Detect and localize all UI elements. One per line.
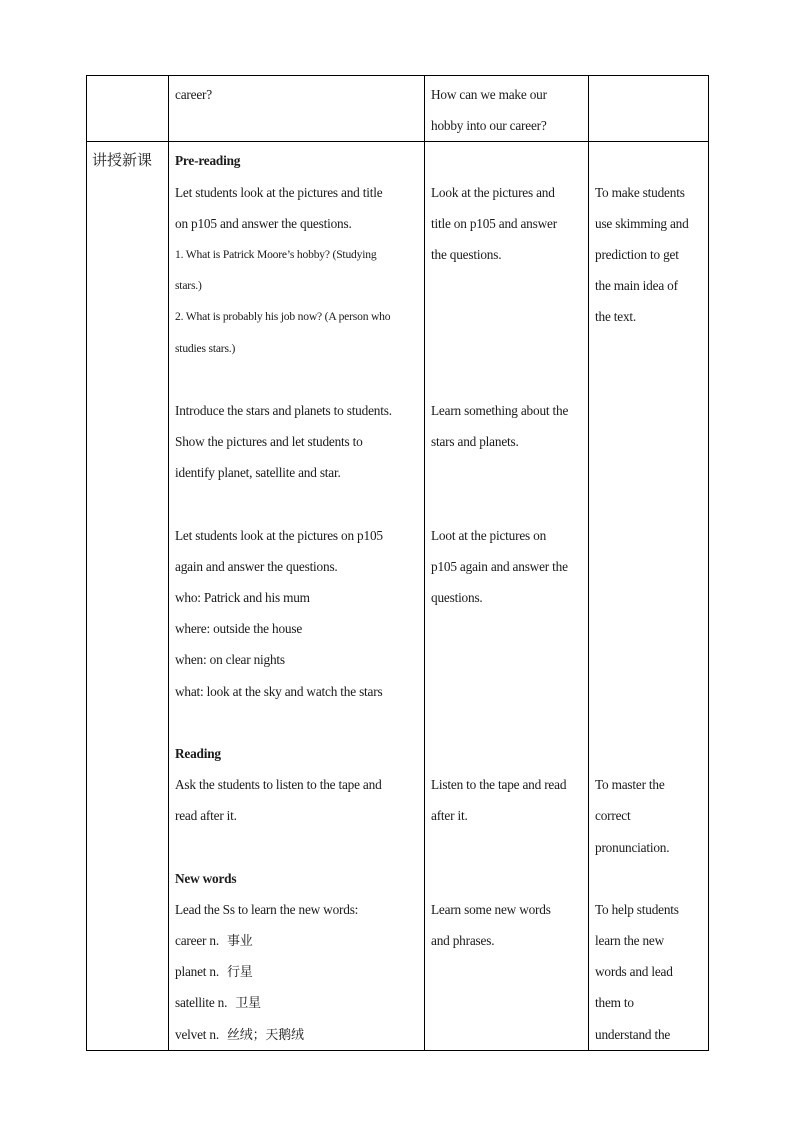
student-activity-line <box>431 707 581 738</box>
teacher-activity-line: what: look at the sky and watch the stars <box>175 683 383 699</box>
purpose-line <box>595 145 701 176</box>
section-heading: Pre-reading <box>175 153 241 169</box>
vocabulary-meaning: 丝绒；天鹅绒 <box>227 1027 304 1043</box>
purpose-line <box>595 582 701 613</box>
purpose-line <box>595 707 701 738</box>
student-activity-cell <box>425 142 589 1050</box>
student-activity-line: p105 again and answer the <box>431 558 568 574</box>
teacher-activity-line: Let students look at the pictures on p105 <box>175 527 383 543</box>
student-activity-line: Loot at the pictures on <box>431 527 547 543</box>
purpose-line <box>595 488 701 519</box>
teacher-activity-cell <box>169 142 425 1050</box>
student-activity-line <box>431 1019 581 1050</box>
teacher-activity-line: again and answer the questions. <box>175 558 338 574</box>
purpose-cell <box>589 142 709 1050</box>
purpose-line: learn the new <box>595 933 665 949</box>
purpose-line <box>595 863 701 894</box>
student-activity-line <box>431 832 581 863</box>
purpose-line <box>595 613 701 644</box>
student-activity-line: and phrases. <box>431 933 495 949</box>
teacher-activity-line: Show the pictures and let students to <box>175 434 363 450</box>
teacher-activity-line <box>175 364 417 395</box>
student-activity-line <box>431 270 581 301</box>
student-activity-line: Learn something about the <box>431 402 569 418</box>
table-row <box>87 76 709 142</box>
vocabulary-item <box>175 987 417 1018</box>
teacher-activity-line: on p105 and answer the questions. <box>175 215 352 231</box>
student-activity-line <box>431 987 581 1018</box>
teacher-activity-line: career? <box>175 87 212 102</box>
student-activity-line: Learn some new words <box>431 901 551 917</box>
purpose-line: To help students <box>595 901 679 917</box>
teacher-activity-line: Ask the students to listen to the tape and <box>175 777 382 793</box>
student-activity-line: questions. <box>431 590 483 605</box>
purpose-line <box>595 426 701 457</box>
student-activity-line <box>431 364 581 395</box>
vocabulary-meaning: 行星 <box>227 965 253 981</box>
teacher-activity-line: studies stars.) <box>175 341 236 355</box>
teacher-activity-line: Introduce the stars and planets to students. <box>175 402 392 418</box>
vocabulary-item <box>175 925 417 956</box>
purpose-line: correct <box>595 808 631 824</box>
student-activity-line: the questions. <box>431 246 502 262</box>
purpose-line <box>595 644 701 675</box>
teacher-activity-line: read after it. <box>175 808 237 824</box>
student-activity-line: hobby into our career? <box>431 118 547 134</box>
vocabulary-word: planet n. <box>175 964 219 980</box>
student-activity-line <box>431 644 581 675</box>
purpose-line: the main idea of <box>595 278 678 294</box>
student-activity-cell <box>425 76 589 142</box>
teacher-activity-line: 1. What is Patrick Moore’s hobby? (Studying <box>175 247 377 261</box>
vocabulary-meaning: 卫星 <box>235 996 261 1012</box>
purpose-line <box>595 676 701 707</box>
student-activity-line <box>431 333 581 364</box>
vocabulary-item <box>175 956 417 987</box>
lesson-plan-table <box>86 75 709 1051</box>
purpose-line: the text. <box>595 309 637 325</box>
section-heading: Reading <box>175 745 221 761</box>
purpose-line: use skimming and <box>595 215 689 231</box>
purpose-line: To master the <box>595 777 665 793</box>
vocabulary-item <box>175 1019 417 1050</box>
student-activity-line: How can we make our <box>431 87 547 102</box>
student-activity-line: Listen to the tape and read <box>431 777 567 793</box>
table-row <box>87 142 709 1050</box>
purpose-line: To make students <box>595 184 685 200</box>
stage-cell <box>87 76 169 142</box>
purpose-cell <box>589 76 709 142</box>
purpose-line <box>595 551 701 582</box>
teacher-activity-line: Lead the Ss to learn the new words: <box>175 901 359 917</box>
teacher-activity-line: where: outside the house <box>175 621 303 637</box>
purpose-line: them to <box>595 995 634 1011</box>
stage-label: 讲授新课 <box>92 151 153 170</box>
teacher-activity-line: stars.) <box>175 279 202 293</box>
purpose-line: words and lead <box>595 964 673 980</box>
student-activity-line <box>431 457 581 488</box>
teacher-activity-line: identify planet, satellite and star. <box>175 465 341 481</box>
vocabulary-word: satellite n. <box>175 995 228 1011</box>
teacher-activity-line <box>175 832 417 863</box>
teacher-activity-line <box>175 488 417 519</box>
student-activity-line: title on p105 and answer <box>431 215 557 231</box>
student-activity-line: after it. <box>431 808 468 824</box>
purpose-line <box>595 333 701 364</box>
purpose-line <box>595 738 701 769</box>
stage-cell <box>87 142 169 1050</box>
teacher-activity-line: who: Patrick and his mum <box>175 590 310 605</box>
vocabulary-meaning: 事业 <box>226 934 253 950</box>
student-activity-line <box>431 676 581 707</box>
purpose-line <box>595 457 701 488</box>
teacher-activity-line: 2. What is probably his job now? (A person who <box>175 310 391 324</box>
teacher-activity-line: when: on clear nights <box>175 652 285 668</box>
purpose-line <box>595 364 701 395</box>
teacher-activity-cell <box>169 76 425 142</box>
vocabulary-word: velvet n. <box>175 1026 219 1042</box>
purpose-line: pronunciation. <box>595 839 670 855</box>
student-activity-line <box>431 738 581 769</box>
teacher-activity-line <box>175 707 417 738</box>
student-activity-line: stars and planets. <box>431 434 519 450</box>
purpose-line <box>595 520 701 551</box>
student-activity-line: Look at the pictures and <box>431 184 555 200</box>
student-activity-line <box>431 863 581 894</box>
student-activity-line <box>431 956 581 987</box>
student-activity-line <box>431 145 581 176</box>
purpose-line: prediction to get <box>595 246 679 262</box>
vocabulary-word: career n. <box>175 933 219 949</box>
teacher-activity-line: Let students look at the pictures and title <box>175 184 383 200</box>
section-heading: New words <box>175 870 237 886</box>
student-activity-line <box>431 613 581 644</box>
student-activity-line <box>431 488 581 519</box>
purpose-line <box>595 395 701 426</box>
purpose-line: understand the <box>595 1026 671 1042</box>
student-activity-line <box>431 301 581 332</box>
